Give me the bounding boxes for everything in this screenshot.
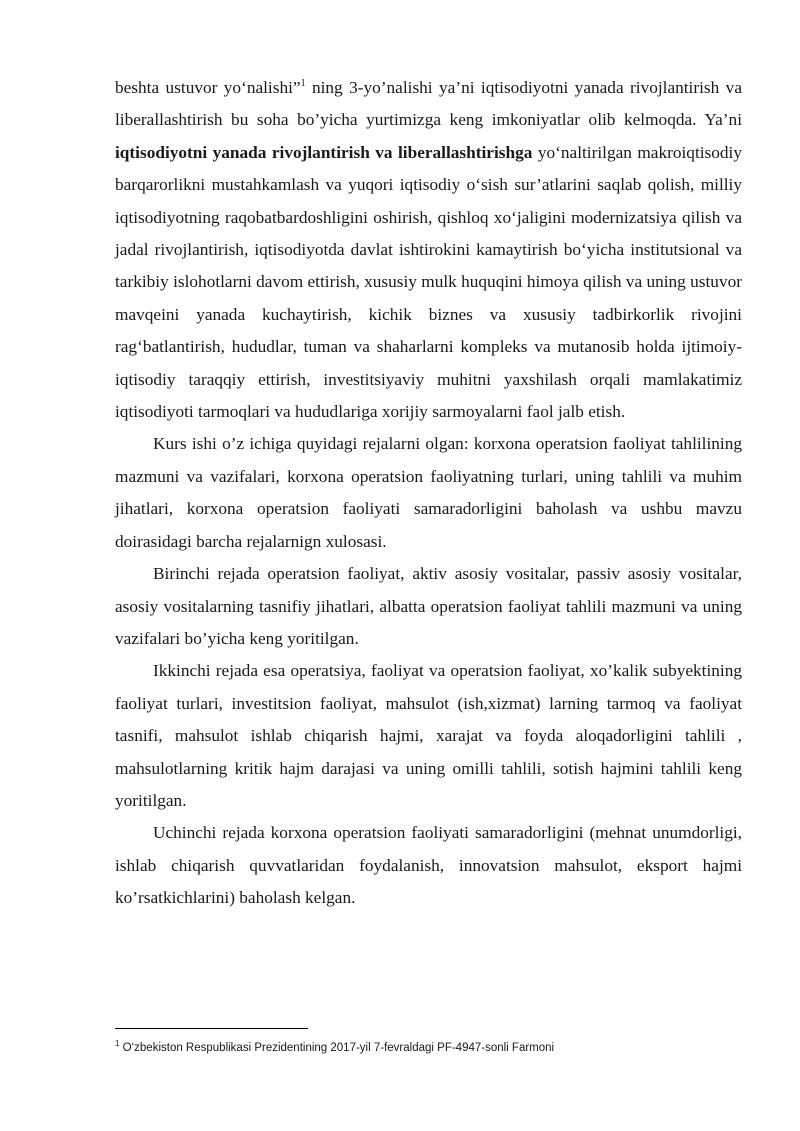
text-run: Uchinchi rejada korxona operatsion faoliyati samaradorligini (mehnat unumdorligi, ishlab chiqarish quvvatlaridan foydalanish, innovatsion mahsulot, eksport hajmi ko’rsatkichlarini) baholash kelgan.: [115, 823, 742, 908]
text-run: ning 3-yo’nalishi ya’ni iqtisodiyotni yanada rivojlantirish va liberallashtirish bu soha bo’yicha yurtimizga keng imkoniyatlar olib kelmoqda. Ya’ni: [115, 78, 742, 130]
paragraph-second-plan: [115, 655, 742, 817]
paragraph-first-plan: [115, 558, 742, 655]
text-run: Kurs ishi o’z ichiga quyidagi rejalarni olgan: korxona operatsion faoliyat tahlilining mazmuni va vazifalari, korxona operatsion faoliyatning turlari, uning tahlili va muhim jihatlari, korxona operatsion faoliyati samaradorligini baholash va ushbu mavzu doirasidagi barcha rejalarnign xulosasi.: [115, 434, 742, 551]
text-run: Birinchi rejada operatsion faoliyat, aktiv asosiy vositalar, passiv asosiy vositalar, asosiy vositalarning tasnifiy jihatlari, albatta operatsion faoliyat tahlili mazmuni va uning vazifalari bo’yicha keng yoritilgan.: [115, 564, 742, 648]
footnote-marker: 1: [115, 1039, 120, 1049]
text-run: yo‘naltirilgan makroiqtisodiy barqarorlikni mustahkamlash va yuqori iqtisodiy o‘sish sur’atlarini saqlab qolish, milliy iqtisodiyotning raqobatbardoshligini oshirish, qishloq xo‘jaligini modernizatsiya qilish va jadal rivojlantirish, iqtisodiyotda davlat ishtirokini kamaytirish bo‘yicha institutsional va tarkibiy islohotlarni davom ettirish, xususiy mulk huquqini himoya qilish va uning ustuvor mavqeini yanada kuchaytirish, kichik biznes va xususiy tadbirkorlik rivojini rag‘batlantirish, hududlar, tuman va shaharlarni kompleks va mutanosib holda ijtimoiy-iqtisodiy taraqqiy ettirish, investitsiyaviy muhitni yaxshilash orqali mamlakatimiz iqtisodiyoti tarmoqlari va hududlariga xorijiy sarmoyalarni faol jalb etish.: [115, 142, 743, 422]
document-body: [115, 72, 742, 915]
footnote-reference[interactable]: 1: [300, 78, 306, 90]
text-run: beshta ustuvor yo‘nalishi”: [115, 78, 301, 97]
footnote-text: O‘zbekiston Respublikasi Prezidentining 2017-yil 7-fevraldagi PF-4947-sonli Farmoni: [119, 1042, 555, 1054]
footnote: [115, 1040, 742, 1056]
paragraph-third-plan: [115, 817, 742, 914]
paragraph-intro: [115, 72, 742, 428]
bold-emphasis: iqtisodiyotni yanada rivojlantirish va liberallashtirishga: [115, 142, 533, 162]
footnote-separator: [115, 1028, 308, 1029]
text-run: Ikkinchi rejada esa operatsiya, faoliyat va operatsion faoliyat, xo’kalik subyektining faoliyat turlari, investitsion faoliyat, mahsulot (ish,xizmat) larning tarmoq va faoliyat tasnifi, mahsulot ishlab chiqarish hajmi, xarajat va foyda aloqadorligini tahlili , mahsulotlarning kritik hajm darajasi va uning omilli tahlili, sotish hajmini tahlili keng yoritilgan.: [115, 661, 742, 810]
paragraph-course-overview: [115, 428, 742, 558]
